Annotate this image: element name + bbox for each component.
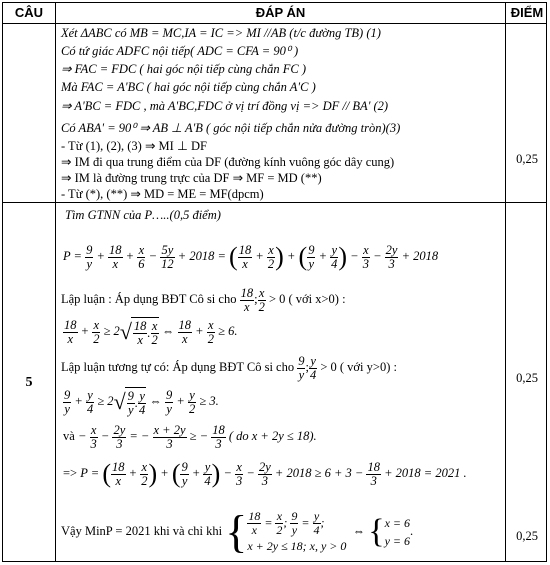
row4-line: Mà FAC = A'BC ( hai góc nội tiếp cùng chắn A'C ) bbox=[61, 80, 316, 94]
row5-score-1: 0,25 bbox=[516, 371, 538, 385]
row5-question-number: 5 bbox=[25, 375, 33, 390]
row4-line: Có tứ giác ADFC nội tiếp( ADC = CFA = 90⁰ ) bbox=[61, 44, 299, 58]
p-equation: P = $\frac{9}{y}$ + $\frac{18}{x}$ + $\frac{x}{6}$ − $\frac{5y}{12}$ + 2018 = ( $\frac{18}{x}$ + $\frac{x}{2}$ ) + ( $\frac{9}{y}$ + $\frac{y}{4}$ ) − $\frac{x}{3}$ − $\frac{2y}{3}$ + 2018 bbox=[63, 242, 439, 272]
reasoning-line-2: Lập luận tương tự có: Áp dụng BĐT Cô si cho $\frac{9}{y}$ ; $\frac{y}{4}$ > 0 ( với y>0) : bbox=[61, 353, 397, 382]
col-divider bbox=[55, 3, 56, 561]
fraction: $\frac{18}{x}$ bbox=[109, 242, 122, 271]
row4-line: ⇒ IM là đường trung trực của DF ⇒ MF = MD (**) bbox=[61, 171, 322, 185]
p-label: P = bbox=[63, 249, 82, 263]
inequality-3: và − $\frac{x}{3}$ − $\frac{2y}{3}$ = − $\frac{x + 2y}{3}$ ≥ − $\frac{18}{3}$ ( do x + 2y ≤ 18). bbox=[63, 422, 317, 451]
row4-line: ⇒ A'BC = FDC , mà A'BC,FDC ở vị trí đồng vị => DF // BA' (2) bbox=[61, 99, 389, 113]
row4-line: Xét ΔABC có MB = MC,IA = IC => MI //AB (t/c đường TB) (1) bbox=[61, 26, 381, 40]
row4-line: - Từ (1), (2), (3) ⇒ MI ⊥ DF bbox=[61, 139, 207, 153]
inequality-2: $\frac{9}{y}$ + $\frac{y}{4}$ ≥ 2√ $\frac{9}{y}$ . $\frac{y}{4}$ ⇔ $\frac{9}{y}$ + $\frac{y}{2}$ ≥ 3. bbox=[64, 387, 219, 418]
reasoning-line-1: Lập luận : Áp dụng BĐT Cô si cho $\frac{18}{x}$ ; $\frac{x}{2}$ > 0 ( với x>0) : bbox=[61, 285, 346, 314]
inequality-1: $\frac{18}{x}$ + $\frac{x}{2}$ ≥ 2√ $\frac{18}{x}$ . $\frac{x}{2}$ ⇔ $\frac{18}{x}$ + $\frac{x}{2}$ ≥ 6. bbox=[64, 317, 238, 348]
row4-line: ⇒ IM đi qua trung điểm của DF (đường kính vuông góc dây cung) bbox=[61, 155, 395, 169]
row-divider bbox=[3, 23, 546, 24]
row4-line: - Từ (*), (**) ⇒ MD = ME = MF(dpcm) bbox=[61, 187, 264, 201]
fraction: $\frac{x}{6}$ bbox=[138, 242, 145, 271]
header-diem: ĐIỂM bbox=[510, 5, 544, 20]
answer-table bbox=[2, 2, 547, 562]
conclusion-line: Vậy MinP = 2021 khi và chỉ khi { $\frac{18}{x}$ = $\frac{x}{2}$ ; $\frac{9}{y}$ = $\frac{y}{4}$ ; x + 2y ≤ 18; x, y > 0 ⇔ { x = 6 y = 6 . bbox=[61, 506, 414, 558]
row5-heading: Tìm GTNN của P…..(0,5 điểm) bbox=[65, 208, 221, 222]
row5-score-2: 0,25 bbox=[516, 529, 538, 543]
final-equation: => P = ( $\frac{18}{x}$ + $\frac{x}{2}$ ) + ( $\frac{9}{y}$ + $\frac{y}{4}$ ) − $\frac{x}{3}$ − $\frac{2y}{3}$ + 2018 ≥ 6 + 3 − $\frac{18}{3}$ + 2018 = 2021 . bbox=[63, 459, 467, 489]
fraction: $\frac{9}{y}$ bbox=[86, 242, 93, 271]
row4-line: ⇒ FAC = FDC ( hai góc nội tiếp cùng chắn FC ) bbox=[61, 62, 307, 76]
fraction: $\frac{5y}{12}$ bbox=[161, 242, 174, 271]
header-cau: CÂU bbox=[14, 5, 44, 20]
col-divider bbox=[505, 3, 506, 561]
row-divider bbox=[3, 202, 546, 203]
header-dap-an: ĐÁP ÁN bbox=[255, 5, 306, 20]
row4-line: Có ABA' = 90⁰ ⇒ AB ⊥ A'B ( góc nội tiếp chắn nửa đường tròn)(3) bbox=[61, 121, 401, 135]
row4-score: 0,25 bbox=[516, 152, 538, 166]
